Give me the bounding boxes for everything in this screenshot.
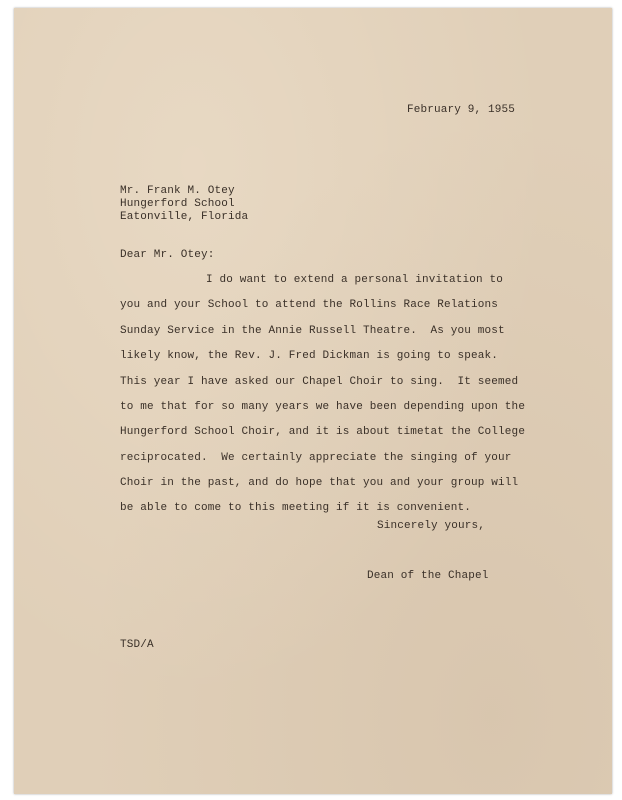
closing: Sincerely yours,	[377, 520, 486, 532]
body-line: This year I have asked our Chapel Choir to sing. It seemed	[120, 376, 519, 388]
recipient-name: Mr. Frank M. Otey	[120, 185, 235, 197]
recipient-city: Eatonville, Florida	[120, 211, 249, 223]
letter-date: February 9, 1955	[407, 104, 516, 116]
salutation: Dear Mr. Otey:	[120, 249, 215, 261]
body-line: I do want to extend a personal invitation to	[206, 274, 504, 286]
body-line: to me that for so many years we have been depending upon the	[120, 401, 526, 413]
reference-initials: TSD/A	[120, 639, 154, 651]
body-line: you and your School to attend the Rollins Race Relations	[120, 299, 499, 311]
recipient-school: Hungerford School	[120, 198, 235, 210]
signature-title: Dean of the Chapel	[367, 570, 489, 582]
letter-page	[14, 8, 612, 794]
body-line: be able to come to this meeting if it is convenient.	[120, 502, 472, 514]
body-line: likely know, the Rev. J. Fred Dickman is going to speak.	[120, 350, 499, 362]
body-line: Sunday Service in the Annie Russell Theatre. As you most	[120, 325, 505, 337]
body-line: Choir in the past, and do hope that you and your group will	[120, 477, 519, 489]
body-line: reciprocated. We certainly appreciate the singing of your	[120, 452, 512, 464]
body-line: Hungerford School Choir, and it is about timetat the College	[120, 426, 526, 438]
